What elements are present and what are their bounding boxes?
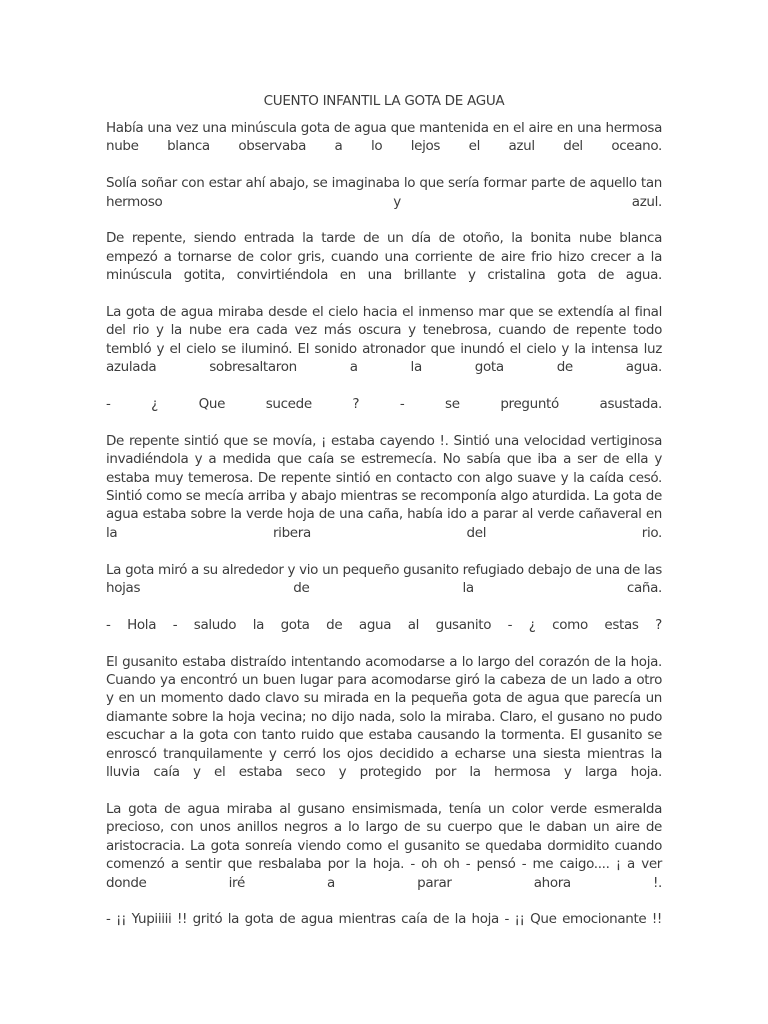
paragraph: La gota miró a su alrededor y vio un pequeño gusanito refugiado debajo de una de las hojas de la caña. <box>106 561 662 597</box>
paragraph: La gota de agua miraba desde el cielo hacia el inmenso mar que se extendía al final del rio y la nube era cada vez más oscura y tenebrosa, cuando de repente todo tembló y el cielo se iluminó. El sonido atronador que inundó el cielo y la intensa luz azulada sobresaltaron a la gota de agua. <box>106 304 662 376</box>
paragraph: - ¿ Que sucede ? - se preguntó asustada. <box>106 396 662 413</box>
paragraph: El gusanito estaba distraído intentando acomodarse a lo largo del corazón de la hoja. Cuando ya encontró un buen lugar para acomodarse giró la cabeza de un lado a otro y en un momento dado clavo su mirada en la pequeña gota de agua que parecía un diamante sobre la hoja vecina; no dijo nada, solo la miraba. Claro, el gusano no pudo escuchar a la gota con tanto ruido que estaba causando la tormenta. El gusanito se enroscó tranquilamente y cerró los ojos decidido a echarse una siesta mientras la lluvia caía y el estaba seco y protegido por la hermosa y larga hoja. <box>106 653 662 781</box>
document-title: CUENTO INFANTIL LA GOTA DE AGUA <box>263 93 505 109</box>
paragraph: Había una vez una minúscula gota de agua que mantenida en el aire en una hermosa nube blanca observaba a lo lejos el azul del oceano. <box>106 120 662 155</box>
paragraph: - Hola - saludo la gota de agua al gusanito - ¿ como estas ? <box>106 616 662 633</box>
paragraph: Solía soñar con estar ahí abajo, se imaginaba lo que sería formar parte de aquello tan hermoso y azul. <box>106 175 662 210</box>
paragraph: De repente, siendo entrada la tarde de un día de otoño, la bonita nube blanca empezó a tornarse de color gris, cuando una corriente de aire frio hizo crecer a la minúscula gotita, convirtiéndola en una brillante y cristalina gota de agua. <box>106 230 662 284</box>
paragraph: De repente sintió que se movía, ¡ estaba cayendo !. Sintió una velocidad vertiginosa invadiéndola y a medida que caía se estremecía. No sabía que iba a ser de ella y estaba muy temerosa. De repente sintió en contacto con algo suave y la caída cesó. Sintió como se mecía arriba y abajo mientras se recomponía algo aturdida. La gota de agua estaba sobre la verde hoja de una caña, había ido a parar al verde cañaveral en la ribera del rio. <box>106 432 662 541</box>
paragraph: La gota de agua miraba al gusano ensimismada, tenía un color verde esmeralda precioso, con unos anillos negros a lo largo de su cuerpo que le daban un aire de aristocracia. La gota sonreía viendo como el gusanito se quedaba dormidito cuando comenzó a sentir que resbalaba por la hoja. - oh oh - pensó - me caigo.... ¡ a ver donde iré a parar ahora !. <box>106 800 662 891</box>
paragraph: - ¡¡ Yupiiiii !! gritó la gota de agua mientras caía de la hoja - ¡¡ Que emocionante !! <box>106 911 662 928</box>
